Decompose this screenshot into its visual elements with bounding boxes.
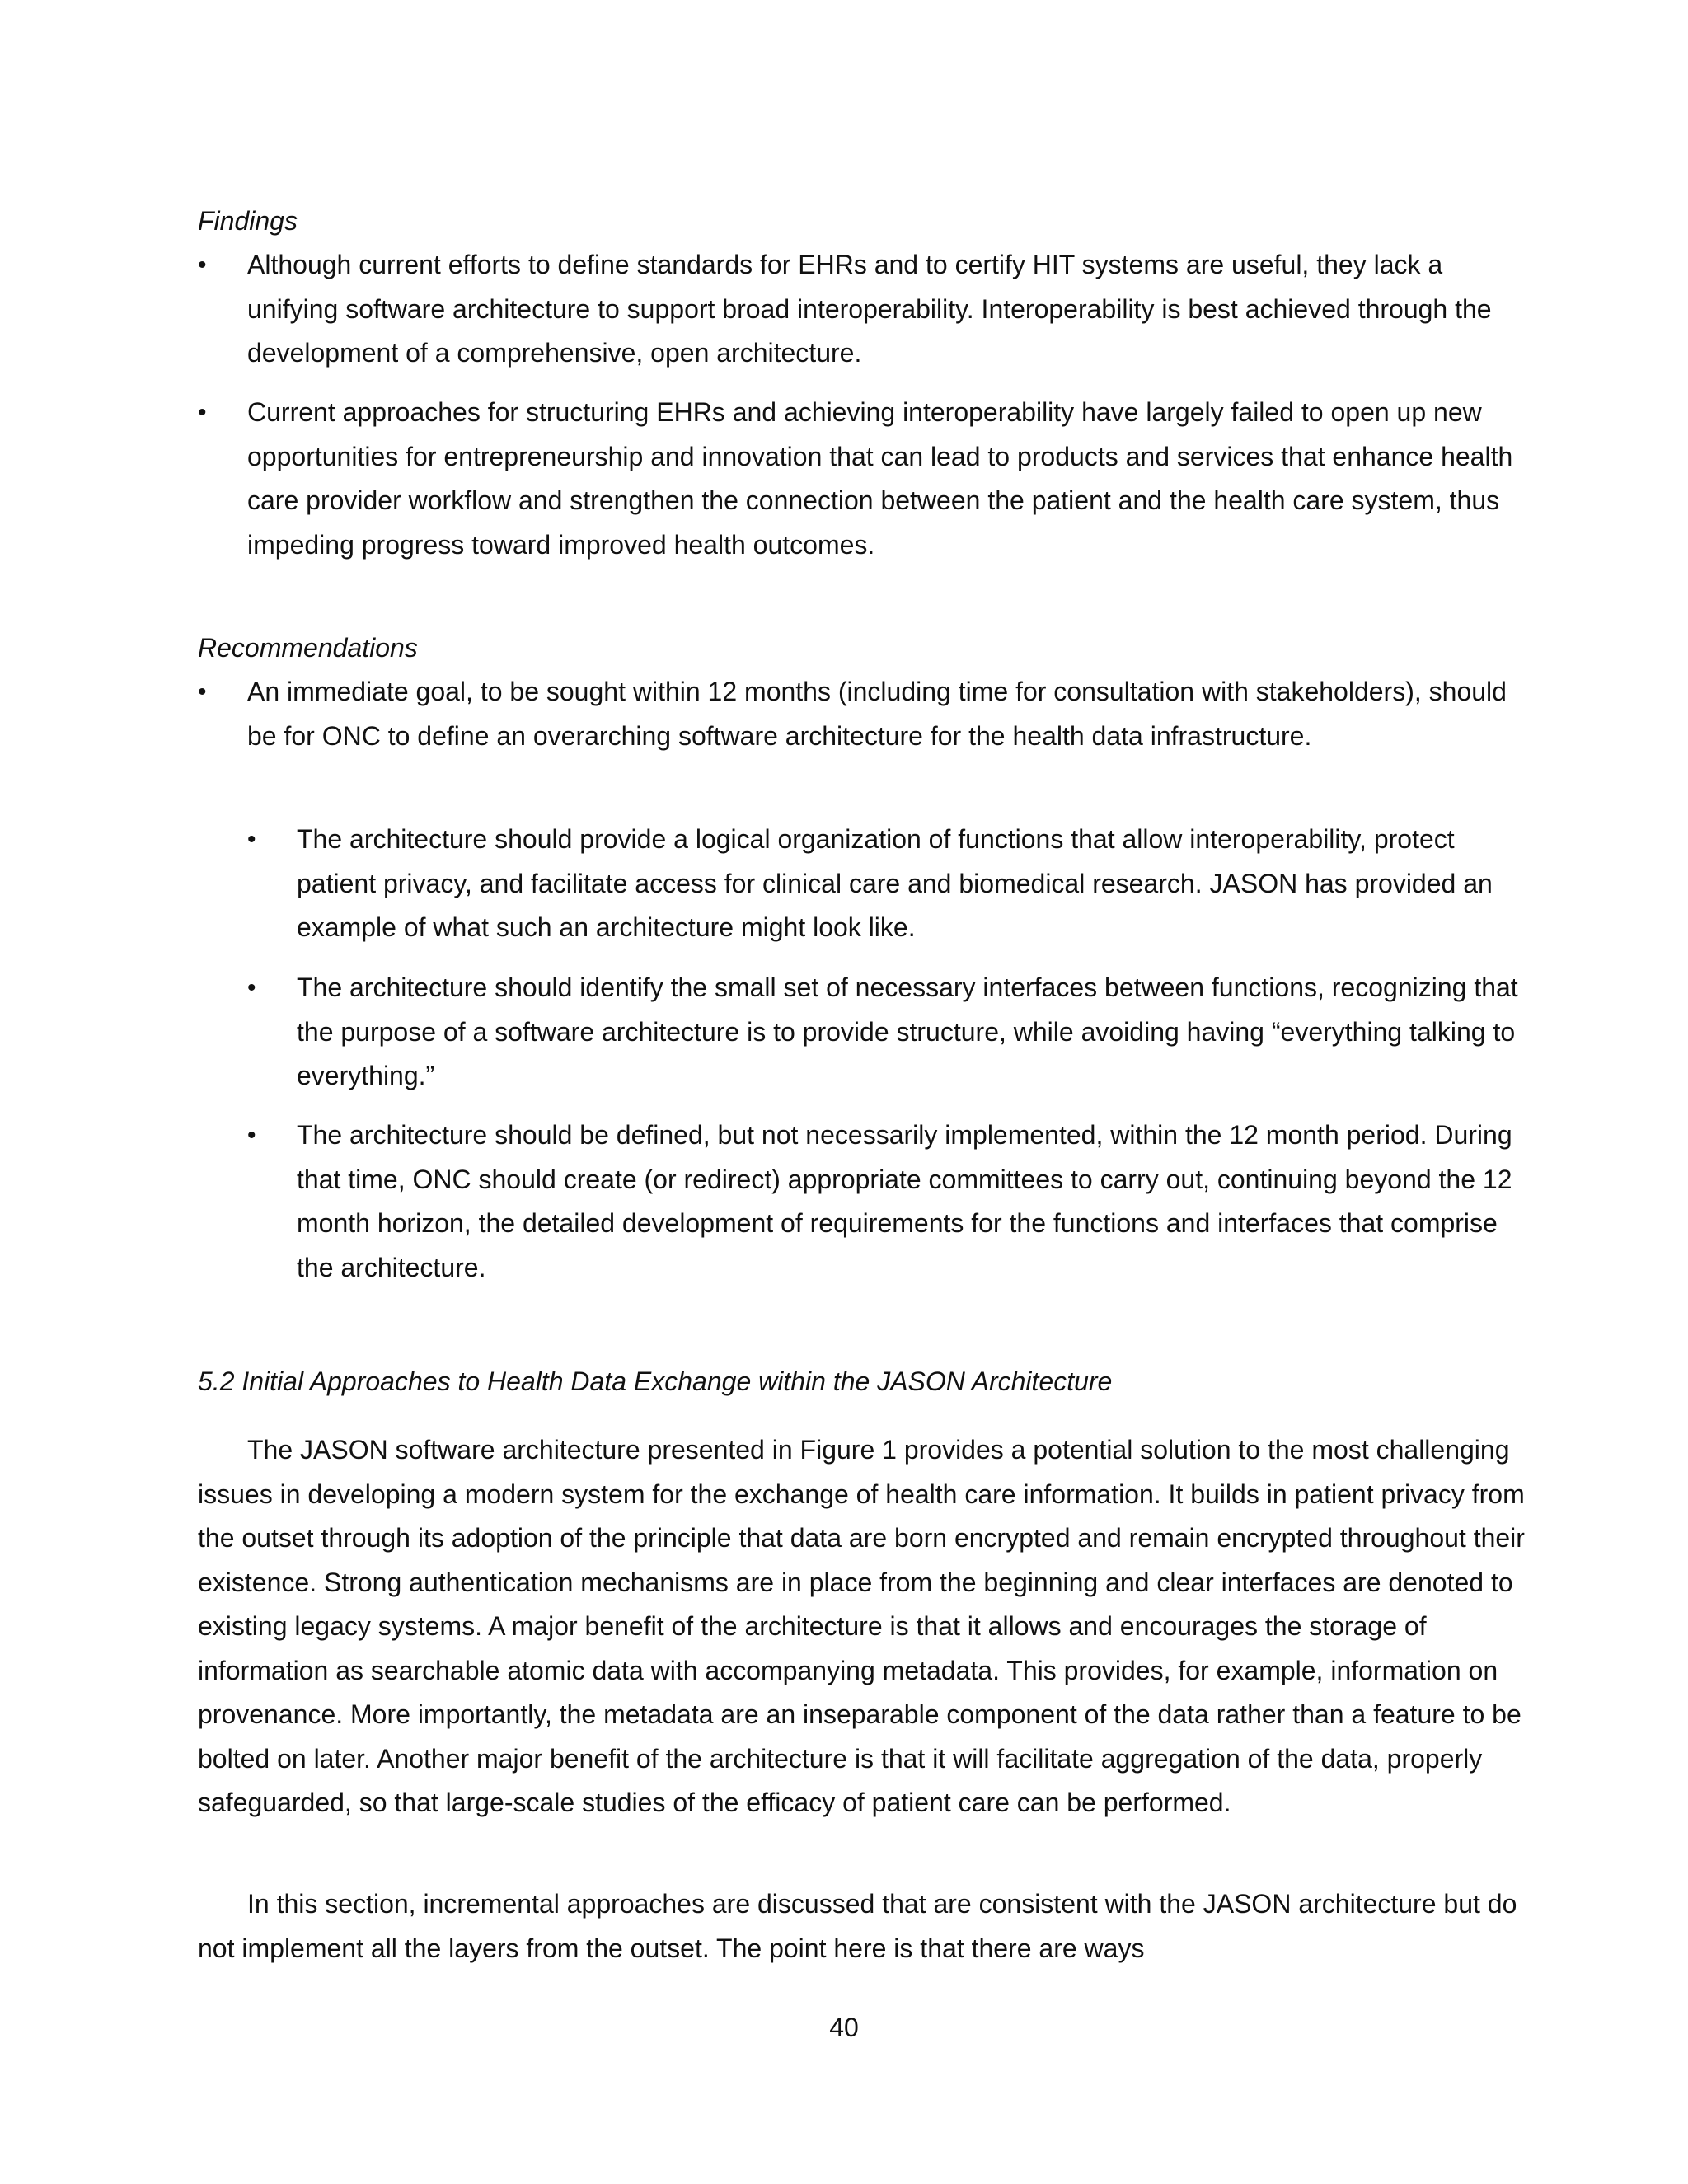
bullet-icon: •	[247, 974, 256, 1001]
section-paragraph-1: The JASON software architecture presented in Figure 1 provides a potential solution to the most challenging issues in developing a modern system for the exchange of health care information. It builds in patient privacy from the outset through its adoption of the principle that data are born encrypted and remain encrypted throughout their existence. Strong authentication mechanisms are in place from the beginning and clear interfaces are denoted to existing legacy systems. A major benefit of the architecture is that it allows and encourages the storage of information as searchable atomic data with accompanying metadata. This provides, for example, information on provenance. More importantly, the metadata are an inseparable component of the data rather than a feature to be bolted on later. Another major benefit of the architecture is that it will facilitate aggregation of the data, properly safeguarded, so that large-scale studies of the efficacy of patient care can be performed.	[198, 1435, 1525, 1817]
bullet-icon: •	[198, 251, 207, 279]
findings-item-2	[198, 391, 1525, 567]
bullet-icon: •	[198, 399, 207, 426]
recommendations-sub-item-3-text: The architecture should be defined, but not necessarily implemented, within the 12 month period. During that time, ONC should create (or redirect) appropriate committees to carry out, continuing beyond the 12 month horizon, the detailed development of requirements for the functions and interfaces that comprise the architecture.	[297, 1120, 1512, 1282]
findings-item-1-text: Although current efforts to define standards for EHRs and to certify HIT systems are useful, they lack a unifying software architecture to support broad interoperability. Interoperability is best achieved through the development of a comprehensive, open architecture.	[247, 250, 1492, 368]
recommendations-sub-item-1	[247, 818, 1525, 950]
page-number: 40	[829, 2013, 859, 2042]
bullet-icon: •	[247, 826, 256, 853]
findings-heading-block	[198, 204, 1500, 237]
recommendations-main-item	[198, 670, 1525, 758]
section-heading: 5.2 Initial Approaches to Health Data Exchange within the JASON Architecture	[198, 1366, 1113, 1396]
findings-heading: Findings	[198, 206, 298, 236]
recommendations-sub-item-2-text: The architecture should identify the small set of necessary interfaces between functions, recognizing that the purpose of a software architecture is to provide structure, while avoiding having “everything talking to everything.”	[297, 972, 1518, 1090]
findings-item-2-text: Current approaches for structuring EHRs and achieving interoperability have largely failed to open up new opportunities for entrepreneurship and innovation that can lead to products and services that enhance health care provider workflow and strengthen the connection between the patient and the health care system, thus impeding progress toward improved health outcomes.	[247, 397, 1513, 560]
recommendations-main-text: An immediate goal, to be sought within 12 months (including time for consultation with stakeholders), should be for ONC to define an overarching software architecture for the health data infrastructure.	[247, 677, 1507, 751]
bullet-icon: •	[247, 1122, 256, 1149]
findings-item-1	[198, 243, 1525, 376]
bullet-icon: •	[198, 678, 207, 705]
recommendations-heading-block	[198, 631, 1500, 664]
section-paragraph-2: In this section, incremental approaches are discussed that are consistent with the JASON architecture but do not implement all the layers from the outset. The point here is that there are ways	[198, 1889, 1517, 1963]
recommendations-sub-item-2	[247, 966, 1525, 1099]
recommendations-sub-item-1-text: The architecture should provide a logical organization of functions that allow interoperability, protect patient privacy, and facilitate access for clinical care and biomedical research. JASON has provided an example of what such an architecture might look like.	[297, 824, 1493, 942]
recommendations-heading: Recommendations	[198, 633, 418, 663]
recommendations-sub-item-3	[247, 1113, 1525, 1290]
section-heading-block	[198, 1365, 1500, 1398]
